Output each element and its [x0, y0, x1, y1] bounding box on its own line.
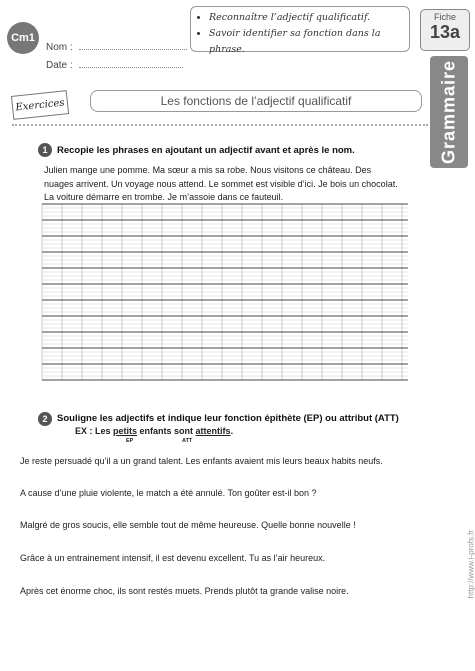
example-adj-2: attentifs [195, 426, 231, 436]
exercise-1-instruction: Recopie les phrases en ajoutant un adjectif avant et après le nom. [57, 145, 355, 156]
date-field [46, 58, 183, 71]
level-badge: Cm1 [7, 22, 39, 54]
tag-att: ATT [182, 438, 193, 444]
example-prefix: EX : Les [75, 426, 114, 436]
objective-1: • Reconnaître l’adjectif qualificatif. [209, 10, 409, 26]
page-title: Les fonctions de l’adjectif qualificatif [90, 90, 422, 112]
objectives-box [190, 6, 410, 55]
subject-label: Grammaire [438, 59, 459, 165]
divider [12, 124, 428, 126]
example-mid: enfants sont [137, 426, 196, 436]
exercise-1-line: La voiture démarre en trombe. Je m’assoie dans ce fauteuil. [44, 192, 284, 202]
exercise-2-sentence[interactable]: Après cet énorme choc, ils sont restés muets. Prends plutôt ta grande valise noire. [20, 586, 349, 596]
date-label: Date : [46, 60, 73, 71]
footer-url: http://www.i-profs.fr [466, 530, 475, 599]
exercise-1-number: 1 [38, 143, 52, 157]
fiche-label: Fiche [433, 12, 456, 22]
objective-2: • Savoir identifier sa fonction dans la phrase. [209, 26, 409, 58]
example-sentence [75, 426, 233, 436]
exercise-1-text [44, 164, 398, 205]
example-end: . [230, 426, 234, 436]
exercise-2-sentence[interactable]: Je reste persuadé qu’il a un grand talent. Les enfants avaient mis leurs beaux habits neufs. [20, 456, 383, 466]
fiche-number: 13a [429, 22, 461, 42]
writing-grid[interactable] [42, 204, 408, 380]
name-label: Nom : [46, 42, 73, 53]
exercise-1-line: nuages arrivent. Un voyage nous attend. Le sommet est visible d’ici. Je bois un chocolat. [44, 178, 398, 189]
exercise-2-sentence[interactable]: Malgré de gros soucis, elle semble tout de même heureuse. Quelle bonne nouvelle ! [20, 520, 356, 530]
exercise-2-instruction: Souligne les adjectifs et indique leur fonction épithète (EP) ou attribut (ATT) [57, 413, 399, 424]
subject-sidebar [430, 56, 468, 168]
example-adj-1: petits [113, 426, 138, 436]
exercise-2-sentence[interactable]: Grâce à un entrainement intensif, il est devenu excellent. Tu as l’air heureux. [20, 553, 326, 563]
exercise-2-number: 2 [38, 412, 52, 426]
fiche-box [420, 9, 470, 51]
exercise-2-sentence[interactable]: A cause d’une pluie violente, le match a été annulé. Ton goûter est-il bon ? [20, 488, 317, 498]
tag-ep: EP [126, 438, 134, 444]
exercices-stamp: Exercices [11, 90, 69, 120]
exercise-1-line: Julien mange une pomme. Ma sœur a mis sa robe. Nous visitons ce château. Des [44, 165, 372, 175]
name-field [46, 40, 187, 53]
